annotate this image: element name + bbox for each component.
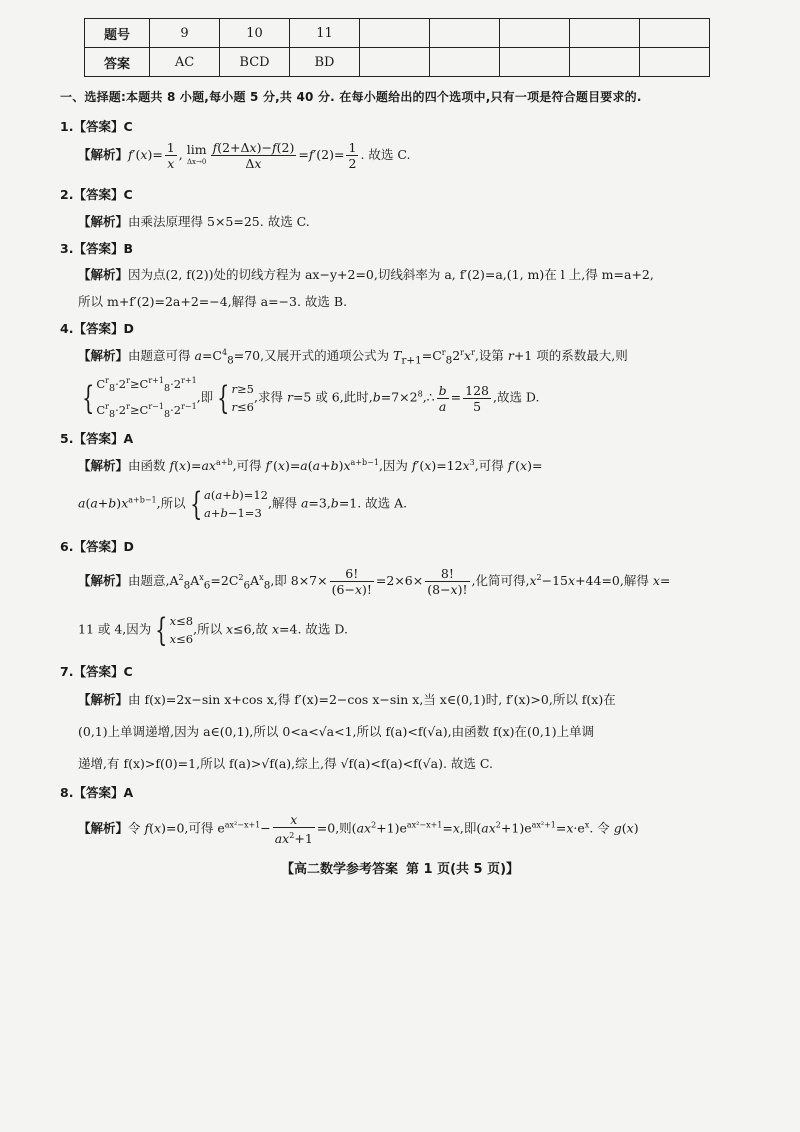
explanation-5: 【解析】由函数 $f(x)=ax^{a+b}$,可得 $f'(x)=a(a+b)x^{a+b-1}$,因为 $f'(x)=12x^3$,可得 f′(x)=	[78, 457, 543, 473]
footer-page-number: 第 1 页(共 5 页)】	[405, 862, 520, 877]
explanation-7-cont: (0,1)上单调递增,因为 a∈(0,1),所以 0<a<√a<1,所以 f(a)<f(√a),由函数 f(x)在(0,1)上单调	[78, 724, 595, 739]
answer-line-1: 1.【答案】C	[60, 119, 133, 134]
table-cell	[360, 48, 430, 77]
answer-line-4: 4.【答案】D	[60, 321, 134, 336]
table-cell: 10	[220, 19, 290, 48]
table-cell: 9	[150, 19, 220, 48]
answer-line-6: 6.【答案】D	[60, 539, 134, 554]
table-cell	[570, 48, 640, 77]
table-cell	[570, 19, 640, 48]
table-cell: 题号	[85, 19, 150, 48]
table-row	[85, 48, 710, 77]
table-cell	[360, 19, 430, 48]
explanation-4: 【解析】由题意可得 $a=C^4_8=70$,又展开式的通项公式为 $T_{r+1}=C^r_82^rx^r$,设第 r+1 项的系数最大,则	[78, 347, 628, 367]
table-cell: BCD	[220, 48, 290, 77]
answer-line-5: 5.【答案】A	[60, 431, 134, 446]
table-cell: 11	[290, 19, 360, 48]
explanation-4-cont: { $C^r_8\cdot 2^r\ge C^{r+1}_8\cdot 2^{r+1}$ $C^r_8\cdot 2^r\ge C^{r-1}_8\cdot 2^{r-1}$ ,即 { r≥5 r≤6 ,求得 r=5 或 6,此时$,b=7\times 2^8,\therefore$ $\frac{b}{a}$ = $\frac{128}{5}$ ,故选 D.	[82, 376, 540, 421]
explanation-1: 【解析】f′(x)= $\frac{1}{x}$ , lim Δx→0 $\frac{f(2+\Delta x)-f(2)}{\Delta x}$ =f′(2)= $\frac{1}{2}$ . 故选 C.	[78, 140, 411, 171]
table-cell	[500, 19, 570, 48]
answer-table	[84, 18, 710, 77]
table-cell: BD	[290, 48, 360, 77]
explanation-3-cont: 所以 m+f′(2)=2a+2=−4,解得 a=−3. 故选 B.	[78, 294, 348, 309]
table-cell	[640, 19, 710, 48]
explanation-3: 【解析】因为点(2, f(2))处的切线方程为 ax−y+2=0,切线斜率为 a, f′(2)=a,(1, m)在 l 上,得 m=a+2,	[78, 267, 654, 282]
table-cell	[430, 48, 500, 77]
table-cell	[500, 48, 570, 77]
table-cell	[640, 48, 710, 77]
explanation-6-cont: 11 或 4,因为 { x≤8 x≤6 ,所以 x≤6,故 x=4. 故选 D.	[78, 611, 348, 649]
section-title: 一、选择题:本题共 8 小题,每小题 5 分,共 40 分. 在每小题给出的四个选项中,只有一项是符合题目要求的.	[60, 90, 642, 104]
answer-line-2: 2.【答案】C	[60, 187, 133, 202]
table-cell: 答案	[85, 48, 150, 77]
explanation-2: 【解析】由乘法原理得 5×5=25. 故选 C.	[78, 214, 310, 229]
table-row	[85, 19, 710, 48]
explanation-5-cont: $a(a+b)x^{a+b-1}$,所以 { a(a+b)=12 a+b−1=3 ,解得 a=3,b=1. 故选 A.	[78, 485, 408, 523]
page-footer	[0, 858, 800, 877]
table-cell	[430, 19, 500, 48]
explanation-6: 【解析】由题意$,A^2_8A^x_6=2C^2_6A^x_8$,即 8×7× $\frac{6!}{(6-x)!}$ =2×6× $\frac{8!}{(8-x)!}$ ,化简可得$,x^2-15x+44=0$,解得 x=	[78, 566, 671, 597]
explanation-7-cont2: 递增,有 f(x)>f(0)=1,所以 f(a)>√f(a),综上,得 √f(a)<f(a)<f(√a). 故选 C.	[78, 756, 493, 771]
answer-line-3: 3.【答案】B	[60, 241, 133, 256]
answer-line-8: 8.【答案】A	[60, 785, 134, 800]
footer-title: 【高二数学参考答案	[280, 862, 398, 877]
table-cell: AC	[150, 48, 220, 77]
explanation-7: 【解析】由 f(x)=2x−sin x+cos x,得 f′(x)=2−cos x−sin x,当 x∈(0,1)时, f′(x)>0,所以 f(x)在	[78, 692, 616, 707]
answer-line-7: 7.【答案】C	[60, 664, 133, 679]
explanation-8: 【解析】令 f(x)=0,可得 $e^{ax^2-x+1}-$ $\frac{x}{ax^2+1}$ =0,则$(ax^2+1)e^{ax^2-x+1}=x$,即$(ax^2+1)e^{ax^2+1}=x\cdot e^x$. 令 g(x)	[78, 812, 639, 847]
